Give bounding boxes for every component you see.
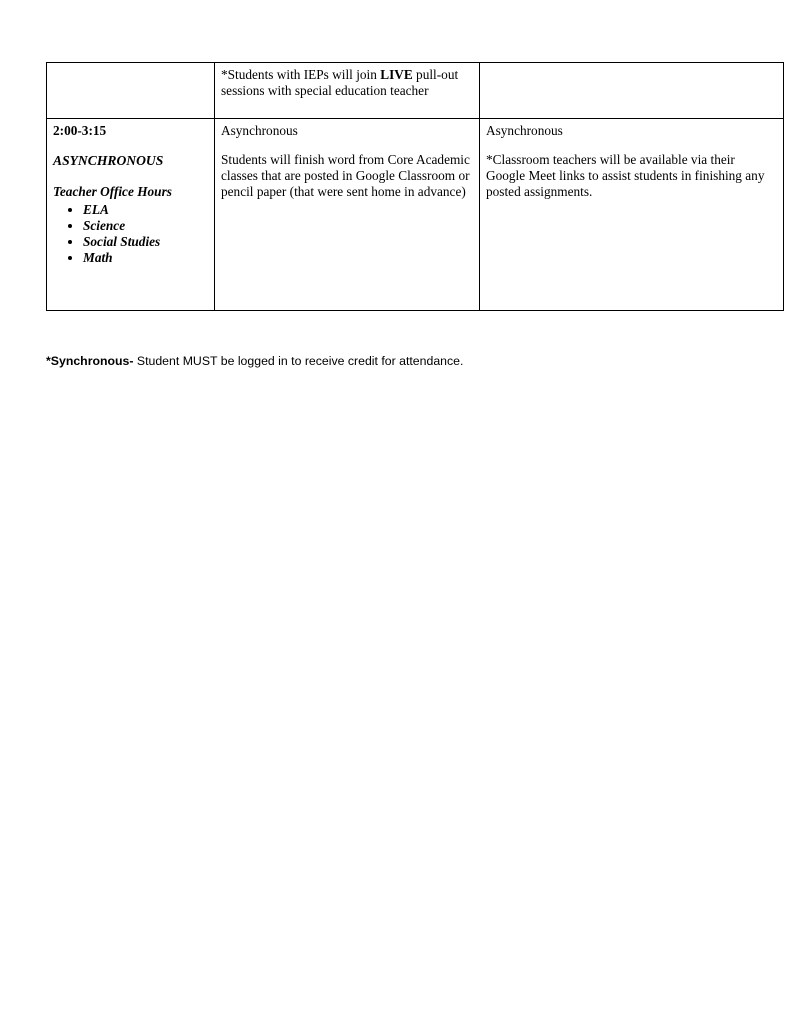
iep-note-prefix: *Students with IEPs will join [221, 67, 381, 82]
iep-note-suffix: pull-out sessions with special education teacher [221, 67, 459, 99]
teacher-availability-cell [480, 119, 784, 311]
student-work-cell [215, 119, 480, 311]
iep-note-cell [215, 63, 480, 119]
subject-list [53, 202, 208, 267]
schedule-table [46, 62, 784, 311]
table-row [47, 119, 784, 311]
list-item: • ELA [83, 202, 208, 218]
time-cell-empty [47, 63, 215, 119]
list-item: • Social Studies [83, 234, 208, 250]
time-label: 2:00-3:15 [53, 123, 107, 138]
middle-heading: Asynchronous [221, 123, 298, 138]
middle-body: Students will finish word from Core Academic classes that are posted in Google Classroom or pencil paper (that were sent home in advance) [221, 152, 470, 200]
synchronous-footnote [46, 354, 463, 370]
list-item: • Math [83, 250, 208, 266]
footnote-label: *Synchronous- [46, 354, 134, 368]
right-cell-empty [480, 63, 784, 119]
footnote-text: Student MUST be logged in to receive credit for attendance. [133, 354, 464, 368]
iep-note-live: LIVE [380, 67, 413, 82]
table-row [47, 63, 784, 119]
asynchronous-label: ASYNCHRONOUS [53, 153, 164, 169]
list-item: • Science [83, 218, 208, 234]
time-block-cell [47, 119, 215, 311]
right-body: *Classroom teachers will be available via their Google Meet links to assist students in finishing any posted assignments. [486, 152, 765, 200]
teacher-office-hours-label: Teacher Office Hours [53, 183, 172, 199]
right-heading: Asynchronous [486, 123, 563, 138]
